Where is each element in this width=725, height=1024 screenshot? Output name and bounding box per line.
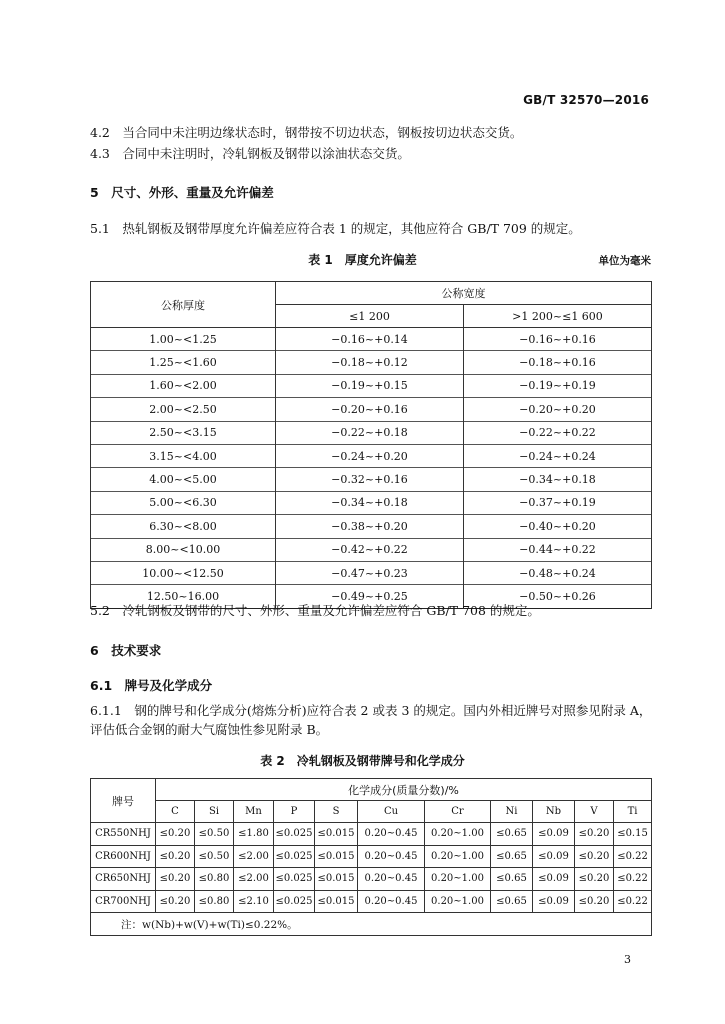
clause-text: 冷轧钢板及钢带的尺寸、外形、重量及允许偏差应符合 GB/T 708 的规定。: [122, 603, 540, 618]
cell-composition-value: ≤0.22: [614, 868, 652, 891]
cell-composition-value: ≤0.65: [491, 845, 533, 868]
section-title: 尺寸、外形、重量及允许偏差: [111, 185, 274, 200]
cell-composition-value: ≤0.09: [533, 890, 575, 913]
header-element: Si: [195, 801, 234, 823]
table-row: [91, 868, 652, 891]
clause-4-2: [90, 124, 522, 142]
cell-width-1200-1600: −0.24~+0.24: [464, 444, 652, 467]
table-2-caption: 表 2 冷轧钢板及钢带牌号和化学成分: [260, 754, 465, 768]
cell-width-le-1200: −0.20~+0.16: [276, 398, 464, 421]
clause-text: 合同中未注明时，冷轧钢板及钢带以涂油状态交货。: [122, 146, 410, 161]
cell-composition-value: ≤0.09: [533, 845, 575, 868]
clause-number: 6.1.1: [90, 703, 122, 718]
cell-composition-value: 0.20~1.00: [425, 890, 491, 913]
cell-width-le-1200: −0.38~+0.20: [276, 515, 464, 538]
cell-thickness: 8.00~<10.00: [91, 538, 276, 561]
table-row: [91, 351, 652, 374]
cell-width-1200-1600: −0.37~+0.19: [464, 491, 652, 514]
cell-width-le-1200: −0.19~+0.15: [276, 374, 464, 397]
section-number: 6: [90, 643, 99, 658]
section-number: 5: [90, 185, 99, 200]
table-2-body: [91, 823, 652, 913]
table-row: [91, 468, 652, 491]
table-row: [91, 374, 652, 397]
cell-grade: CR700NHJ: [91, 890, 156, 913]
table-1-unit: 单位为毫米: [598, 255, 651, 267]
cell-composition-value: ≤0.65: [491, 868, 533, 891]
cell-composition-value: 0.20~0.45: [358, 890, 425, 913]
table-row: [91, 845, 652, 868]
cell-thickness: 3.15~<4.00: [91, 444, 276, 467]
header-element: V: [575, 801, 614, 823]
table-2-chemical-composition: [90, 778, 652, 936]
table-2-note: 注：w(Nb)+w(V)+w(Ti)≤0.22%。: [91, 913, 652, 936]
cell-thickness: 4.00~<5.00: [91, 468, 276, 491]
page-number: 3: [624, 953, 631, 966]
table-row: [91, 328, 652, 351]
section-title: 技术要求: [111, 643, 162, 658]
table-row: [91, 515, 652, 538]
cell-composition-value: ≤0.025: [274, 845, 315, 868]
clause-6-1-1: [90, 702, 651, 720]
table-row: [91, 823, 652, 846]
cell-composition-value: ≤0.015: [315, 823, 358, 846]
cell-width-le-1200: −0.32~+0.16: [276, 468, 464, 491]
cell-composition-value: ≤0.50: [195, 845, 234, 868]
cell-composition-value: 0.20~0.45: [358, 868, 425, 891]
cell-thickness: 1.00~<1.25: [91, 328, 276, 351]
header-element: S: [315, 801, 358, 823]
header-element: P: [274, 801, 315, 823]
table-row: [91, 398, 652, 421]
cell-composition-value: 0.20~1.00: [425, 823, 491, 846]
cell-composition-value: 0.20~1.00: [425, 845, 491, 868]
clause-4-3: [90, 145, 410, 163]
cell-width-1200-1600: −0.48~+0.24: [464, 561, 652, 584]
cell-width-1200-1600: −0.50~+0.26: [464, 585, 652, 608]
cell-grade: CR550NHJ: [91, 823, 156, 846]
cell-thickness: 2.50~<3.15: [91, 421, 276, 444]
cell-width-le-1200: −0.47~+0.23: [276, 561, 464, 584]
cell-composition-value: ≤0.015: [315, 868, 358, 891]
cell-thickness: 12.50~16.00: [91, 585, 276, 608]
cell-composition-value: ≤0.20: [156, 823, 195, 846]
cell-composition-value: ≤0.80: [195, 890, 234, 913]
cell-composition-value: ≤0.20: [156, 868, 195, 891]
cell-width-1200-1600: −0.40~+0.20: [464, 515, 652, 538]
cell-width-le-1200: −0.18~+0.12: [276, 351, 464, 374]
header-element: Ni: [491, 801, 533, 823]
cell-composition-value: ≤0.015: [315, 890, 358, 913]
cell-composition-value: ≤0.09: [533, 868, 575, 891]
clause-number: 4.3: [90, 146, 110, 161]
header-element: Mn: [234, 801, 274, 823]
header-composition: 化学成分(质量分数)/%: [156, 779, 652, 801]
table-row: [91, 444, 652, 467]
cell-composition-value: ≤0.025: [274, 868, 315, 891]
table-row: [91, 421, 652, 444]
cell-composition-value: ≤0.20: [575, 890, 614, 913]
cell-composition-value: ≤0.50: [195, 823, 234, 846]
cell-width-1200-1600: −0.22~+0.22: [464, 421, 652, 444]
cell-composition-value: ≤0.015: [315, 845, 358, 868]
cell-composition-value: ≤0.15: [614, 823, 652, 846]
cell-width-le-1200: −0.22~+0.18: [276, 421, 464, 444]
cell-composition-value: ≤0.20: [156, 890, 195, 913]
cell-composition-value: ≤0.65: [491, 890, 533, 913]
cell-thickness: 10.00~<12.50: [91, 561, 276, 584]
table-1-thickness-tolerance: [90, 281, 652, 609]
cell-composition-value: ≤0.20: [575, 823, 614, 846]
clause-6-1-1-line-2: 评估低合金钢的耐大气腐蚀性参见附录 B。: [90, 722, 329, 737]
cell-width-le-1200: −0.34~+0.18: [276, 491, 464, 514]
section-number: 6.1: [90, 678, 113, 693]
cell-composition-value: ≤0.22: [614, 845, 652, 868]
cell-width-1200-1600: −0.44~+0.22: [464, 538, 652, 561]
cell-thickness: 1.60~<2.00: [91, 374, 276, 397]
section-title: 牌号及化学成分: [124, 678, 213, 693]
table-row: [91, 561, 652, 584]
cell-thickness: 2.00~<2.50: [91, 398, 276, 421]
cell-thickness: 6.30~<8.00: [91, 515, 276, 538]
clause-text: 热轧钢板及钢带厚度允许偏差应符合表 1 的规定，其他应符合 GB/T 709 的规定。: [122, 221, 581, 236]
cell-thickness: 5.00~<6.30: [91, 491, 276, 514]
header-nominal-width: 公称宽度: [276, 282, 652, 305]
cell-width-1200-1600: −0.20~+0.20: [464, 398, 652, 421]
cell-width-le-1200: −0.42~+0.22: [276, 538, 464, 561]
table-1-caption: 表 1 厚度允许偏差: [308, 253, 417, 267]
header-element: Nb: [533, 801, 575, 823]
header-nominal-thickness: 公称厚度: [91, 282, 276, 328]
cell-composition-value: ≤0.22: [614, 890, 652, 913]
cell-width-1200-1600: −0.18~+0.16: [464, 351, 652, 374]
cell-composition-value: ≤2.10: [234, 890, 274, 913]
header-element: Cu: [358, 801, 425, 823]
cell-width-1200-1600: −0.16~+0.16: [464, 328, 652, 351]
cell-thickness: 1.25~<1.60: [91, 351, 276, 374]
table-row: [91, 538, 652, 561]
header-element: Cr: [425, 801, 491, 823]
table-row: [91, 890, 652, 913]
cell-composition-value: ≤0.09: [533, 823, 575, 846]
header-width-le-1200: ≤1 200: [276, 305, 464, 328]
cell-composition-value: ≤0.20: [156, 845, 195, 868]
clause-number: 4.2: [90, 125, 110, 140]
cell-composition-value: ≤1.80: [234, 823, 274, 846]
element-header-row: [91, 801, 652, 823]
section-6-heading: [90, 641, 161, 659]
clause-number: 5.2: [90, 603, 110, 618]
cell-composition-value: 0.20~0.45: [358, 823, 425, 846]
clause-text-line-1: 钢的牌号和化学成分(熔炼分析)应符合表 2 或表 3 的规定。国内外相近牌号对照参见附录 A，: [134, 703, 652, 718]
cell-width-le-1200: −0.49~+0.25: [276, 585, 464, 608]
cell-width-1200-1600: −0.34~+0.18: [464, 468, 652, 491]
section-5-heading: [90, 183, 274, 201]
cell-composition-value: ≤0.025: [274, 890, 315, 913]
cell-composition-value: ≤0.20: [575, 845, 614, 868]
cell-width-le-1200: −0.24~+0.20: [276, 444, 464, 467]
cell-composition-value: ≤0.20: [575, 868, 614, 891]
header-width-1200-1600: >1 200~≤1 600: [464, 305, 652, 328]
cell-composition-value: ≤0.80: [195, 868, 234, 891]
cell-composition-value: ≤2.00: [234, 845, 274, 868]
header-element: C: [156, 801, 195, 823]
cell-grade: CR650NHJ: [91, 868, 156, 891]
clause-5-1: [90, 220, 581, 238]
header-element: Ti: [614, 801, 652, 823]
section-6-1-heading: [90, 676, 212, 694]
clause-5-2: [90, 602, 540, 620]
cell-composition-value: ≤0.025: [274, 823, 315, 846]
cell-width-1200-1600: −0.19~+0.19: [464, 374, 652, 397]
table-row: [91, 491, 652, 514]
cell-composition-value: 0.20~0.45: [358, 845, 425, 868]
standard-code: GB/T 32570—2016: [523, 93, 649, 107]
cell-grade: CR600NHJ: [91, 845, 156, 868]
cell-width-le-1200: −0.16~+0.14: [276, 328, 464, 351]
clause-number: 5.1: [90, 221, 110, 236]
cell-composition-value: 0.20~1.00: [425, 868, 491, 891]
cell-composition-value: ≤0.65: [491, 823, 533, 846]
clause-text: 当合同中未注明边缘状态时，钢带按不切边状态，钢板按切边状态交货。: [122, 125, 523, 140]
table-1-body: [91, 328, 652, 609]
cell-composition-value: ≤2.00: [234, 868, 274, 891]
header-grade: 牌号: [91, 779, 156, 823]
